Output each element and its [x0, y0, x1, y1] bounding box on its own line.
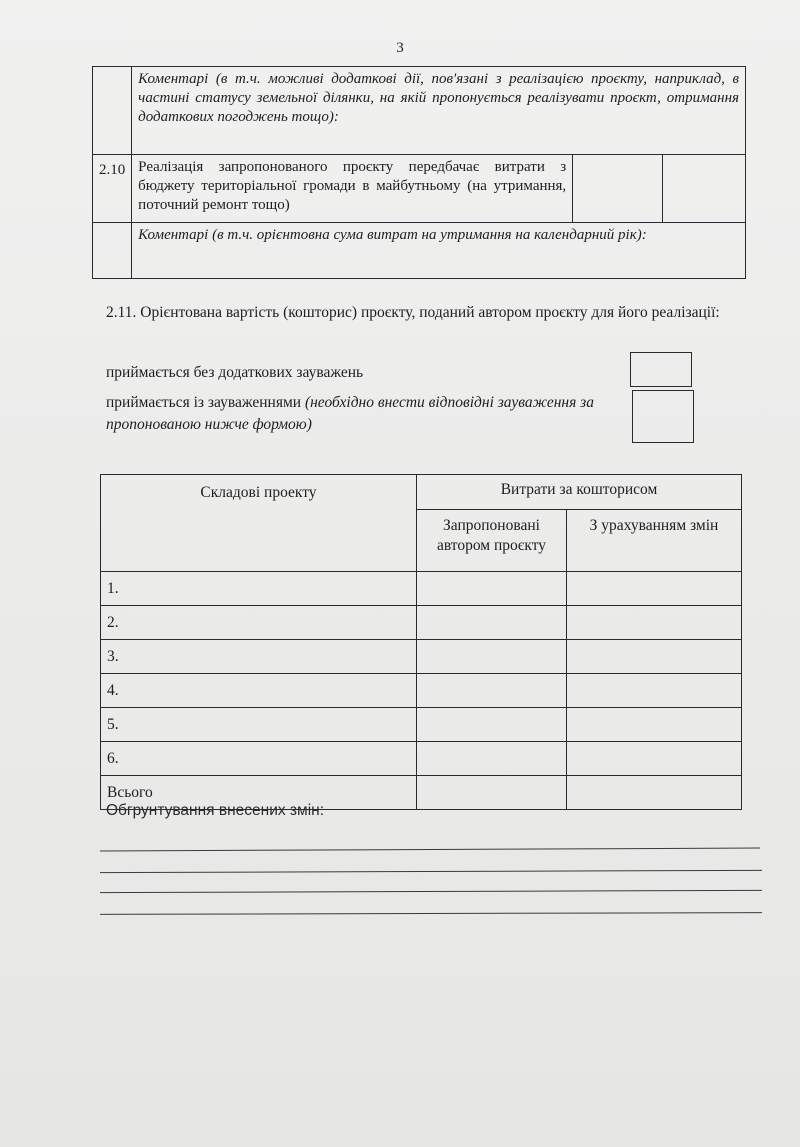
table-row: [93, 223, 746, 279]
table-row: [101, 606, 742, 640]
option-label: приймається із зауваженнями: [106, 394, 305, 411]
project-details-table: [92, 66, 746, 279]
row-number-cell: 2.10: [93, 155, 132, 223]
writing-line[interactable]: [100, 870, 762, 873]
row-label: 4.: [101, 674, 417, 708]
table-row: [93, 155, 746, 223]
cost-cell[interactable]: [417, 640, 567, 674]
table-row: [101, 572, 742, 606]
table-header-row: [101, 475, 742, 510]
header-proposed: Запропоновані автором проєкту: [417, 510, 567, 572]
accept-with-remarks-checkbox[interactable]: [632, 390, 694, 443]
comments-cell: Коментарі (в т.ч. можливі додаткові дії, пов'язані з реалізацією проєкту, наприклад, в частині статусу земельної ділянки, на якій пропонується реалізувати проєкт, отримання додаткових погоджень тощо):: [132, 67, 746, 155]
cost-cell[interactable]: [417, 708, 567, 742]
row-label: 5.: [101, 708, 417, 742]
table-row: [101, 674, 742, 708]
writing-line[interactable]: [100, 890, 762, 893]
cost-cell[interactable]: [567, 708, 742, 742]
row-label: 1.: [101, 572, 417, 606]
answer-cell: [662, 155, 745, 223]
cost-cell[interactable]: [567, 572, 742, 606]
option-note: (необхідно внести відповідні зауваження за пропонованою нижче формою): [106, 394, 594, 433]
accept-without-remarks-checkbox[interactable]: [630, 352, 692, 387]
cost-cell[interactable]: [567, 640, 742, 674]
option-accept-without-remarks: приймається без додаткових зауважень: [106, 364, 364, 381]
header-costs: Витрати за кошторисом: [417, 475, 742, 510]
option-accept-with-remarks: [106, 392, 626, 436]
row-number-cell: [93, 223, 132, 279]
page-number: 3: [396, 40, 404, 56]
cost-cell[interactable]: [567, 606, 742, 640]
table-row: [101, 708, 742, 742]
cost-cell[interactable]: [417, 572, 567, 606]
header-with-changes: З урахуванням змін: [567, 510, 742, 572]
section-2-11-text: 2.11. Орієнтована вартість (кошторис) проєкту, поданий автором проєкту для його реалізації:: [106, 304, 720, 321]
row-label: 2.: [101, 606, 417, 640]
table-row: [93, 67, 746, 155]
justification-label: Обгрунтування внесених змін:: [106, 802, 324, 819]
comments-cell: Коментарі (в т.ч. орієнтовна сума витрат на утримання на календарний рік):: [132, 223, 746, 279]
cost-cell[interactable]: [417, 606, 567, 640]
total-cell[interactable]: [417, 776, 567, 810]
total-label: Всього: [101, 776, 417, 810]
future-costs-cell: Реалізація запропонованого проєкту передбачає витрати з бюджету територіальної громади в майбутньому (на утримання, поточний ремонт тощо): [132, 155, 573, 223]
writing-line[interactable]: [100, 912, 762, 915]
cost-cell[interactable]: [417, 742, 567, 776]
table-row: [101, 640, 742, 674]
row-label: 6.: [101, 742, 417, 776]
cost-cell[interactable]: [567, 674, 742, 708]
total-cell[interactable]: [567, 776, 742, 810]
header-components: Складові проекту: [101, 475, 417, 572]
answer-cell: [573, 155, 662, 223]
writing-line[interactable]: [100, 848, 760, 852]
row-label: 3.: [101, 640, 417, 674]
table-row: [101, 742, 742, 776]
cost-estimate-table: [100, 474, 742, 810]
row-number-cell: [93, 67, 132, 155]
cost-cell[interactable]: [567, 742, 742, 776]
cost-cell[interactable]: [417, 674, 567, 708]
